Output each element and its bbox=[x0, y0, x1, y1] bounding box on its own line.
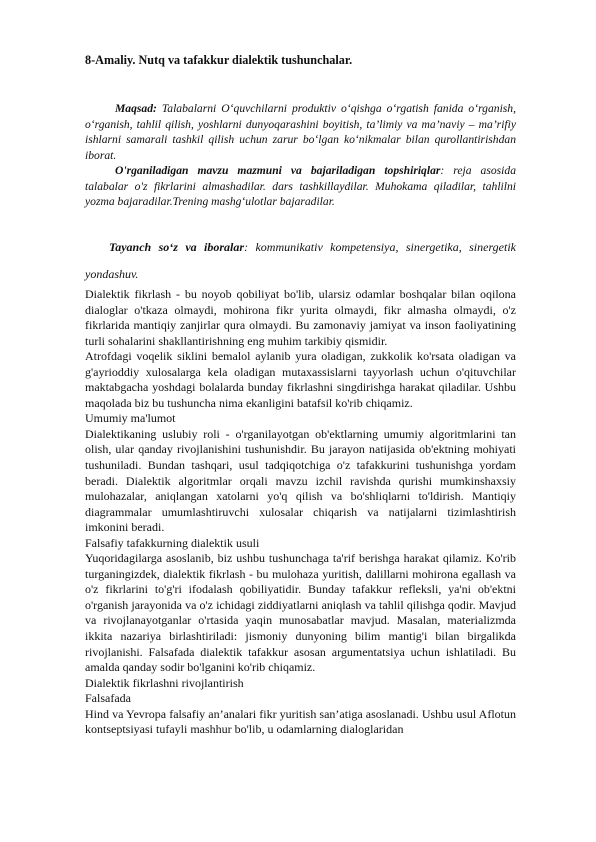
body-text bbox=[85, 287, 516, 738]
organiladigan-text: : reja asosida talabalar o'z fikrlarini almashadilar. dars tashkillaydilar. Muhokama qiladilar, tahlilni yozma bajaradilar.Trening mashg‘ulotlar bajaradilar. bbox=[85, 164, 516, 209]
organiladigan-label: O'rganiladigan mavzu mazmuni va bajariladigan topshiriqlar bbox=[115, 164, 441, 177]
body-paragraph: Dialektik fikrlash - bu noyob qobiliyat bo'lib, ularsiz odamlar boshqalar bilan oqilona dialoglar o'tkaza olmaydi, mohirona fikr yurita olmaydi, fikr almasha olmaydi, o'z fikrlarida mantiqiy zanjirlar qura olmaydi. Bu zamonaviy jamiyat va inson faoliyatining turli sohalarini shakllantirishning eng muhim tarkibiy qismidir. bbox=[85, 287, 516, 348]
body-paragraph: Hind va Yevropa falsafiy an’analari fikr yuritish san’atiga asoslanadi. Ushbu usul Aflotun kontseptsiyasi tufayli mashhur bo'lib, u odamlarning dialoglaridan bbox=[85, 706, 516, 737]
section-heading: Falsafada bbox=[85, 691, 131, 706]
organiladigan-paragraph bbox=[85, 163, 516, 210]
tayanch-text: : kommunikativ kompetensiya, sinergetika, sinergetik yondashuv. bbox=[85, 240, 516, 281]
maqsad-label: Maqsad: bbox=[115, 102, 157, 115]
body-paragraph: Dialektikaning uslubiy roli - o'rganilayotgan ob'ektlarning umumiy algoritmlarini tan olish, ular qanday rivojlanishini tushunishdir. Bu jarayon natijasida ob'ektning mohiyati tushuniladi. Bundan tashqari, usul tadqiqotchiga o'z tafakkurini tushunishga yordam beradi. Dialektik algoritmlar orqali mavzu izchil ravishda qurishi mumkinshaxsiy mulohazalar, aniqlangan xatolarni yo'q qilish va bo'shliqlarni to'ldirish. Mantiqiy diagrammalar umumlashtiruvchi xulosalar chiqarish va natijalarni tizimlashtirish imkonini beradi. bbox=[85, 426, 516, 535]
tayanch-label: Tayanch so‘z va iboralar bbox=[109, 240, 245, 254]
body-paragraph: Atrofdagi voqelik siklini bemalol aylanib yura oladigan, zukkolik ko'rsata oladigan va g'ayrioddiy xulosalarga kela oladigan mutaxassislarni tayyorlash uchun o'qituvchilar maktabgacha yoshdagi bolalarda bunday fikrlashni singdirishga harakat qiladilar. Ushbu maqolada biz bu tushuncha nima ekanligini batafsil ko'rib chiqamiz. bbox=[85, 349, 516, 410]
maqsad-paragraph bbox=[85, 101, 516, 163]
section-heading: Dialektik fikrlashni rivojlantirish bbox=[85, 675, 244, 690]
tayanch-paragraph bbox=[85, 234, 516, 288]
section-heading: Umumiy ma'lumot bbox=[85, 411, 176, 426]
maqsad-text: Talabalarni O‘quvchilarni produktiv o‘qishga o‘rgatish fanida o‘rganish, o‘rganish, tahlil qilish, yoshlarni dunyoqarashini boyitish, ta’limiy va ma’naviy – ma’rifiy ishlarni samarali tashkil qilish uchun zarur bo‘lgan ko‘nikmalar bilan qurollantirishdan iborat. bbox=[85, 102, 516, 162]
body-paragraph: Yuqoridagilarga asoslanib, biz ushbu tushunchaga ta'rif berishga harakat qilamiz. Ko'rib turganingizdek, dialektik fikrlash - bu mulohaza yuritish, dalillarni mohirona egallash va o'z fikrlarini to'g'ri ifodalash qobiliyatidir. Bunday tafakkur refleksli, ya'ni ob'ektni o'rganish jarayonida va o'z ichidagi ziddiyatlarni aniqlash va tahlil qilishga qodir. Mavjud va rivojlanayotganlar o'rtasida yaqin munosabatlar mavjud. Masalan, materializmda ikkita nazariya birlashtiriladi: jismoniy dunyoning bilim mantig'i bilan birgalikda rivojlanishi. Falsafada dialektik tafakkur asosan argumentatsiya uchun ishlatiladi. Bu amalda qanday sodir bo'lganini ko'rib chiqamiz. bbox=[85, 551, 516, 675]
page-title: 8-Amaliy. Nutq va tafakkur dialektik tushunchalar. bbox=[85, 53, 353, 67]
section-heading: Falsafiy tafakkurning dialektik usuli bbox=[85, 535, 260, 550]
